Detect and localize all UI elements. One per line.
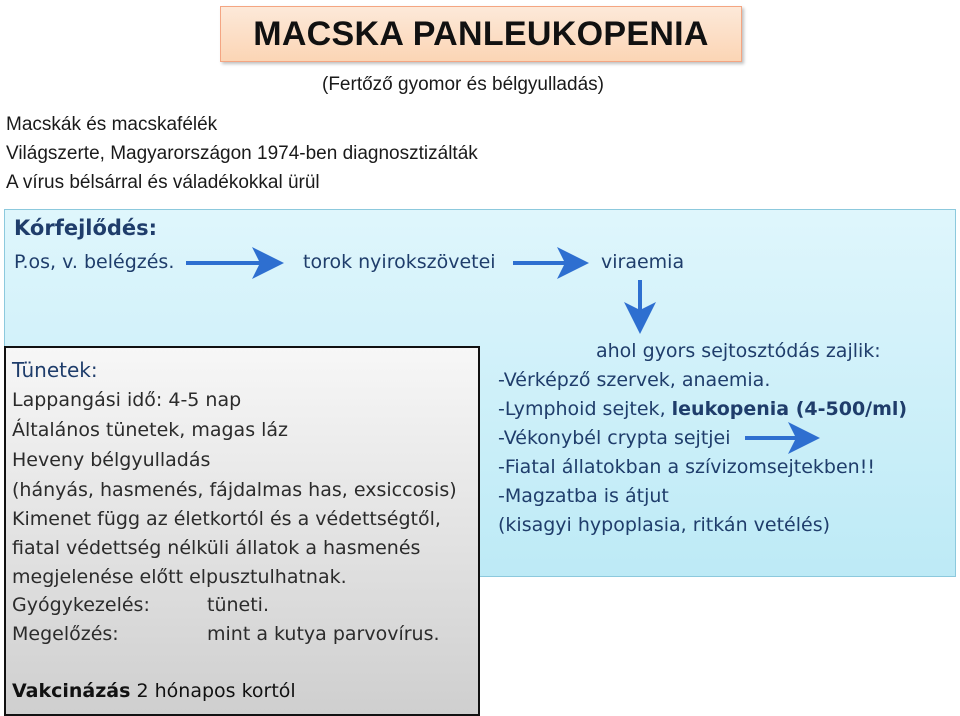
spread-line-myocardium: -Fiatal állatokban a szívizomsejtekben!! (498, 456, 875, 478)
prevention-value: mint a kutya parvovírus. (207, 623, 440, 645)
intro-line-occurrence: Világszerte, Magyarországon 1974-ben diagnosztizálták (6, 143, 478, 164)
spread-line-crypt: -Vékonybél crypta sejtjei (498, 427, 731, 449)
symptom-enteritis: Heveny bélgyulladás (12, 449, 211, 471)
treatment-label: Gyógykezelés: (12, 594, 150, 616)
symptom-enteritis-detail: (hányás, hasmenés, fájdalmas has, exsiccosis) (12, 479, 457, 501)
pathogenesis-heading: Kórfejlődés: (14, 216, 158, 240)
spread-line-hematopoietic: -Vérképző szervek, anaemia. (498, 369, 771, 391)
intro-line-excretion: A vírus bélsárral és váladékokkal ürül (6, 172, 320, 193)
spread-line-lymphoid-prefix: -Lymphoid sejtek, (498, 398, 672, 420)
intro-line-hosts: Macskák és macskafélék (6, 114, 218, 135)
pathogenesis-stage-viraemia: viraemia (601, 251, 685, 273)
treatment-value: tüneti. (207, 594, 269, 616)
subtitle: (Fertőző gyomor és bélgyulladás) (322, 74, 604, 95)
symptom-outcome-1: Kimenet függ az életkortól és a védettségtől, (12, 508, 441, 530)
symptom-outcome-3: megjelenése előtt elpusztulhatnak. (12, 566, 347, 588)
pathogenesis-route: P.os, v. belégzés. (14, 251, 175, 273)
symptom-incubation: Lappangási idő: 4-5 nap (12, 389, 242, 411)
symptom-outcome-2: fiatal védettség nélküli állatok a hasmenés (12, 537, 421, 559)
prevention-label: Megelőzés: (12, 623, 119, 645)
page-title: MACSKA PANLEUKOPENIA (253, 14, 709, 53)
vaccination-label: Vakcinázás (12, 680, 131, 702)
symptom-general: Általános tünetek, magas láz (12, 419, 289, 441)
vaccination-value: 2 hónapos kortól (136, 680, 296, 702)
leukopenia-value: leukopenia (4-500/ml) (671, 398, 908, 420)
spread-line-consequence: (kisagyi hypoplasia, ritkán vetélés) (498, 514, 830, 536)
pathogenesis-stage-throat: torok nyirokszövetei (303, 251, 496, 273)
spread-intro: ahol gyors sejtosztódás zajlik: (596, 340, 881, 362)
symptoms-heading: Tünetek: (12, 358, 98, 382)
vaccination-line (12, 680, 296, 702)
spread-line-lymphoid (498, 398, 907, 420)
spread-line-fetus: -Magzatba is átjut (498, 485, 669, 507)
